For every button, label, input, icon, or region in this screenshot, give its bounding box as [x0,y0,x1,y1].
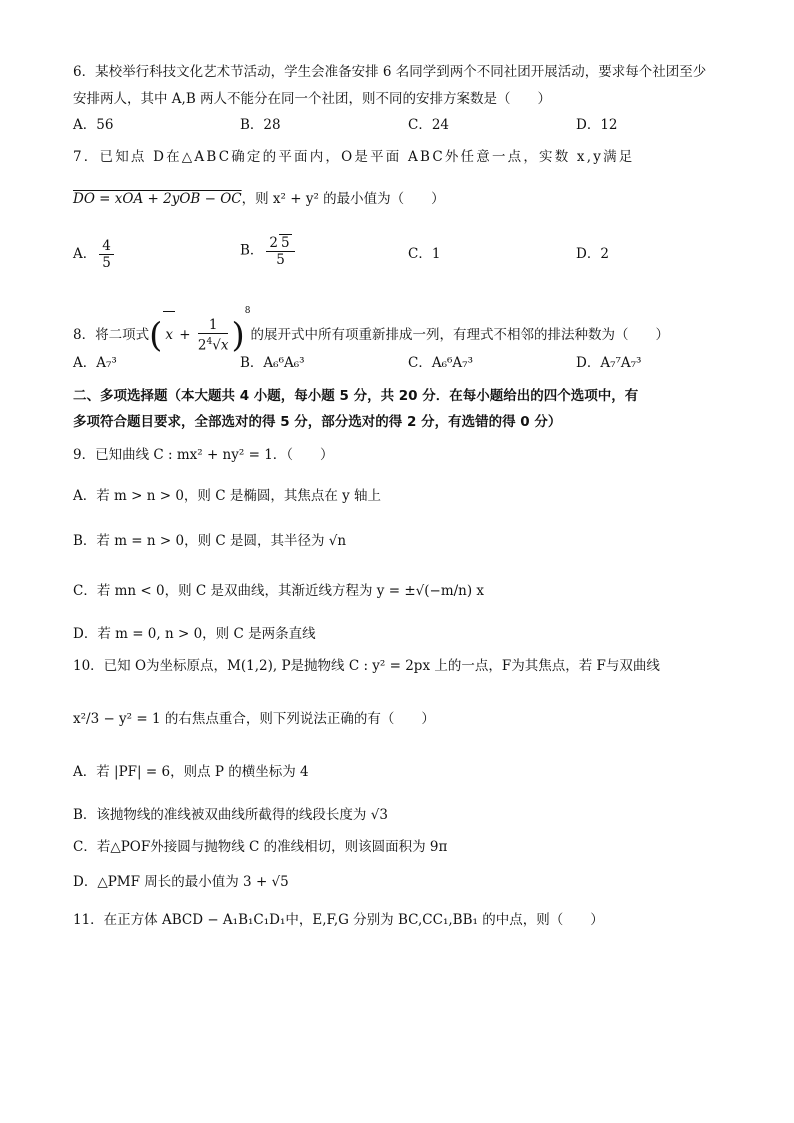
q6-option-c: C．24 [408,117,450,133]
q8-exponent: 8 [244,306,251,316]
q7-option-b: B． $\frac{2 5}{5}$ [240,234,298,268]
q7-vector-expression: DO = xOA + 2yOB − OC [73,191,242,207]
q9-option-a: A．若 m > n > 0，则 C 是椭圆，其焦点在 y 轴上 [73,488,382,504]
q7-option-b-fraction: $\frac{2 5}{5}$ [266,234,294,268]
q8-option-d: D．A₇⁷A₇³ [576,355,642,371]
q9-option-d: D．若 m = 0, n > 0，则 C 是两条直线 [73,626,316,642]
q9-option-b: B．若 m = n > 0，则 C 是圆，其半径为 √n [73,533,347,549]
q8-option-c: C．A₆⁶A₇³ [408,355,473,371]
q10-option-b: B．该抛物线的准线被双曲线所截得的线段长度为 √3 [73,807,388,823]
q7-option-a: A． $\frac{4}{5}$ [73,238,117,271]
q6-line2: 安排两人，其中 A,B 两人不能分在同一个社团，则不同的安排方案数是（ ） [73,91,552,107]
q6-option-d: D．12 [576,117,618,133]
section2-heading-line1: 二、多项选择题（本大题共 4 小题，每小题 5 分，共 20 分．在每小题给出的四个选项中，有 [73,388,639,404]
q9-option-c: C．若 mn < 0，则 C 是双曲线，其渐近线方程为 y = ±√(−m/n) x [73,583,485,599]
q6-line1: 6．某校举行科技文化艺术节活动，学生会准备安排 6 名同学到两个不同社团开展活动，要求每个社团至少 [73,64,707,80]
section2-heading-line2: 多项符合题目要求，全部选对的得 5 分，部分选对的得 2 分，有选错的得 0 分） [73,414,562,430]
q8-option-b: B．A₆⁶A₆³ [240,355,305,371]
q8-suffix: 的展开式中所有项重新排成一列，有理式不相邻的排法种数为（ ） [250,327,669,343]
q10-option-d: D．△PMF 周长的最小值为 3 + √5 [73,874,289,890]
q10-option-a: A．若 |PF| = 6，则点 P 的横坐标为 4 [73,764,309,780]
q10-line1: 10．已知 O为坐标原点，M(1,2), P是抛物线 C : y² = 2px 上的一点，F为其焦点，若 F与双曲线 [73,658,660,674]
q8-option-a: A．A₇³ [73,355,117,371]
q7-line2 [73,190,445,208]
q7-option-d: D．2 [576,246,609,262]
q6-option-b: B．28 [240,117,281,133]
q7-line1: 7．已知点 D在△ABC确定的平面内，O是平面 ABC外任意一点，实数 x,y满足 [73,149,635,165]
q7-line2-text: ，则 x² + y² 的最小值为（ ） [241,191,445,207]
q8-binomial-fraction: $\frac{1}{2^4√x}$ [197,317,229,354]
q7-option-c: C．1 [408,246,441,262]
q8-line: 8．将二项式( x + $\frac{1}{2^4√x}$ )$^8$的展开式中所有项重新排成一列，有理式不相邻的排法种数为（ ） [73,288,669,334]
q6-option-a: A．56 [73,117,114,133]
q8-prefix: 8．将二项式 [73,327,150,343]
q10-line2: x²/3 − y² = 1 的右焦点重合，则下列说法正确的有（ ） [73,711,435,727]
q10-option-c: C．若△POF外接圆与抛物线 C 的准线相切，则该圆面积为 9π [73,839,448,855]
q7-option-a-fraction: $\frac{4}{5}$ [99,238,114,271]
q11-line1: 11．在正方体 ABCD − A₁B₁C₁D₁中，E,F,G 分别为 BC,CC₁,BB₁ 的中点，则（ ） [73,912,604,928]
q9-stem: 9．已知曲线 C : mx² + ny² = 1．（ ） [73,447,334,463]
